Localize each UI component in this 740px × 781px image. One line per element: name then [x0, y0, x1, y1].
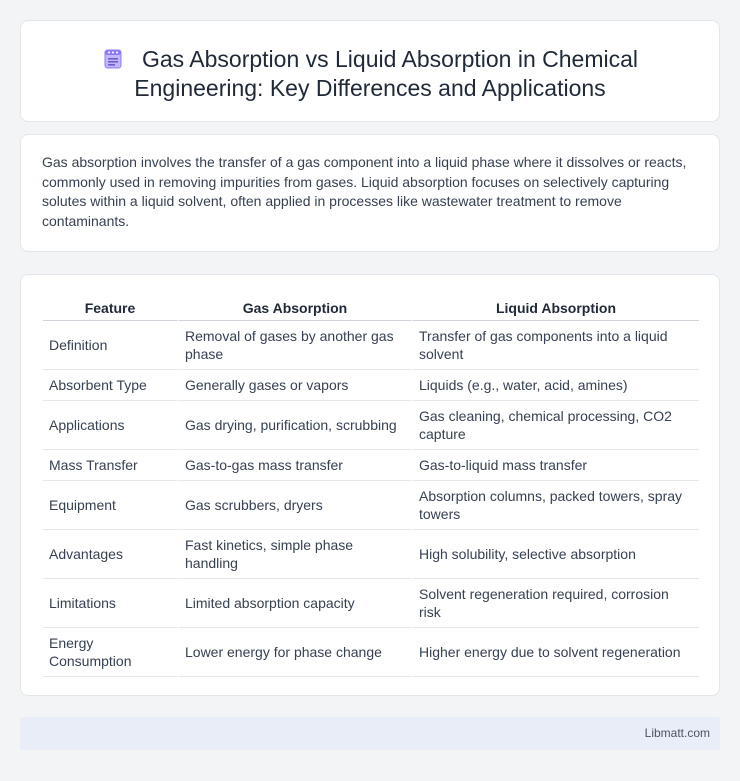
- site-link[interactable]: Libmatt.com: [644, 726, 710, 740]
- table-row: [43, 401, 699, 450]
- table-cell: Energy Consumption: [43, 628, 179, 677]
- table-cell: Fast kinetics, simple phase handling: [179, 530, 413, 579]
- intro-paragraph: Gas absorption involves the transfer of a gas component into a liquid phase where it dissolves or reacts, commonly used in removing impurities from gases. Liquid absorption focuses on selectively capturing solutes within a liquid solvent, often applied in processes like wastewater treatment to remove contaminants.: [42, 154, 687, 229]
- table-row: [43, 628, 699, 677]
- footer-bar: [20, 717, 720, 750]
- column-header: Gas Absorption: [179, 295, 413, 321]
- comparison-table: [43, 295, 699, 677]
- table-cell: High solubility, selective absorption: [413, 530, 699, 579]
- table-cell: Gas cleaning, chemical processing, CO2 capture: [413, 401, 699, 450]
- table-cell: Lower energy for phase change: [179, 628, 413, 677]
- table-cell: Solvent regeneration required, corrosion risk: [413, 579, 699, 628]
- table-cell: Gas drying, purification, scrubbing: [179, 401, 413, 450]
- table-cell: Liquids (e.g., water, acid, amines): [413, 370, 699, 401]
- table-cell: Removal of gases by another gas phase: [179, 321, 413, 370]
- column-header: Feature: [43, 295, 179, 321]
- table-row: [43, 579, 699, 628]
- table-cell: Absorbent Type: [43, 370, 179, 401]
- table-card: [20, 274, 720, 696]
- table-row: [43, 370, 699, 401]
- page-title: [21, 45, 719, 103]
- table-cell: Gas-to-gas mass transfer: [179, 450, 413, 481]
- table-cell: Generally gases or vapors: [179, 370, 413, 401]
- table-row: [43, 481, 699, 530]
- column-header: Liquid Absorption: [413, 295, 699, 321]
- table-cell: Higher energy due to solvent regeneration: [413, 628, 699, 677]
- table-cell: Gas scrubbers, dryers: [179, 481, 413, 530]
- table-cell: Definition: [43, 321, 179, 370]
- table-header-row: [43, 295, 699, 321]
- table-row: [43, 321, 699, 370]
- page-title-text: Gas Absorption vs Liquid Absorption in Chemical Engineering: Key Differences and Applications: [134, 46, 639, 101]
- table-cell: Transfer of gas components into a liquid solvent: [413, 321, 699, 370]
- intro-card: [20, 134, 720, 252]
- table-cell: Advantages: [43, 530, 179, 579]
- table-row: [43, 530, 699, 579]
- table-cell: Mass Transfer: [43, 450, 179, 481]
- table-cell: Limited absorption capacity: [179, 579, 413, 628]
- table-cell: Equipment: [43, 481, 179, 530]
- table-cell: Gas-to-liquid mass transfer: [413, 450, 699, 481]
- title-card: [20, 20, 720, 122]
- table-cell: Limitations: [43, 579, 179, 628]
- table-row: [43, 450, 699, 481]
- document-icon: [102, 48, 124, 70]
- table-cell: Applications: [43, 401, 179, 450]
- table-cell: Absorption columns, packed towers, spray towers: [413, 481, 699, 530]
